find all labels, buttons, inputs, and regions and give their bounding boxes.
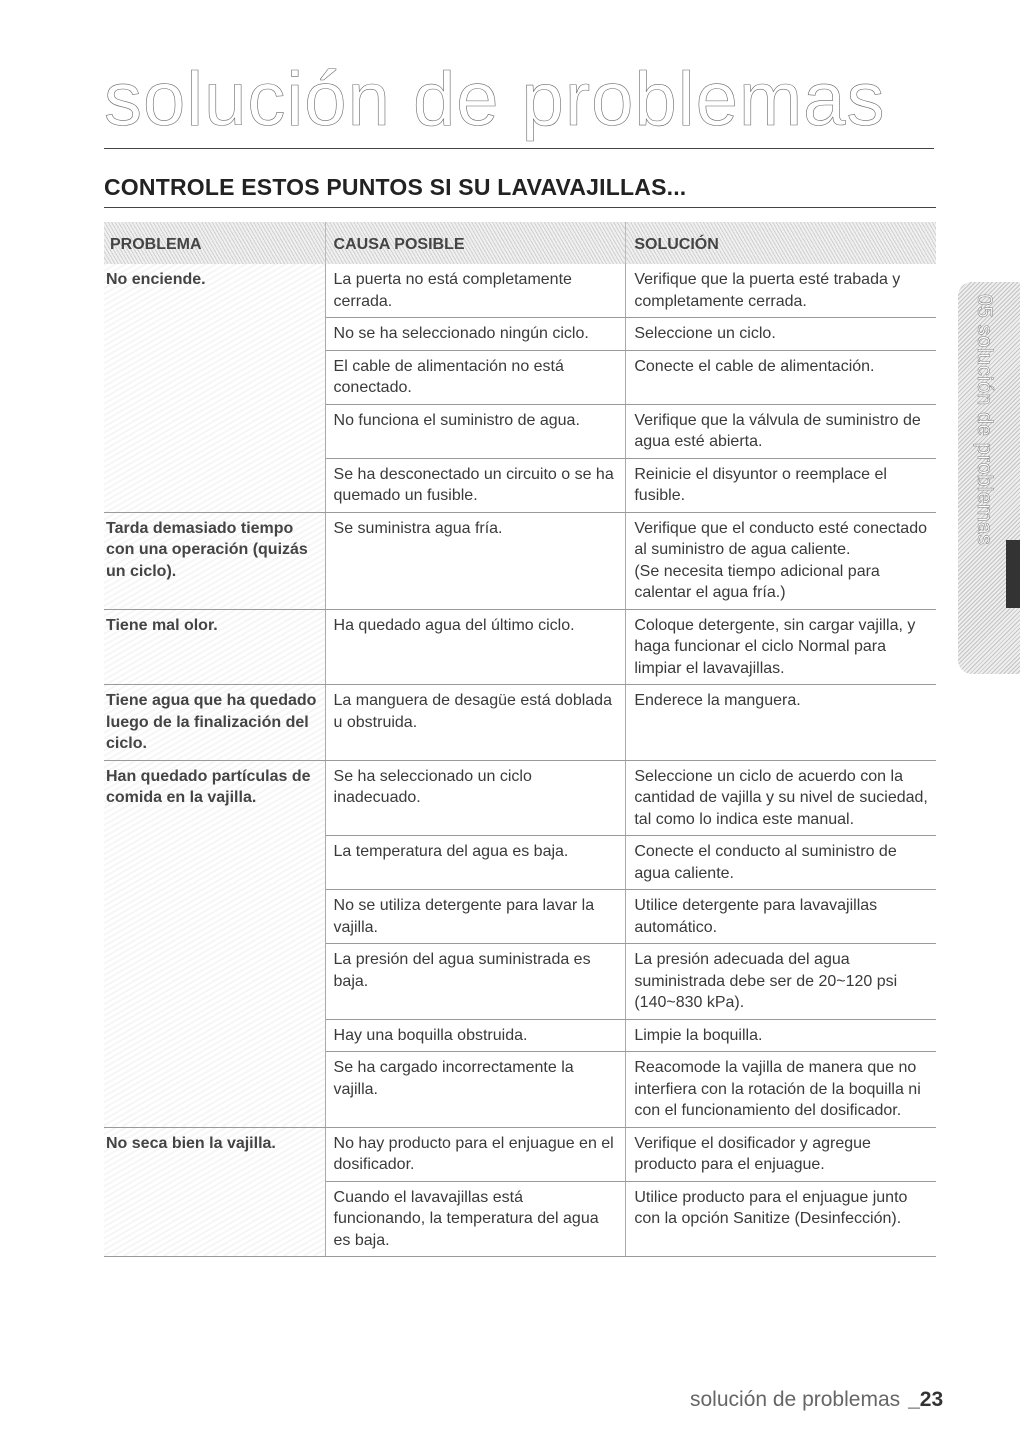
chapter-marker [1006, 540, 1020, 608]
solution-text: Coloque detergente, sin cargar vajilla, y haga funcionar el ciclo Normal para limpiar el lavavajillas. [634, 616, 916, 677]
table-row [104, 512, 936, 609]
solution-text: Verifique que la válvula de suministro de agua esté abierta. [634, 411, 921, 450]
cause-cell: Se ha cargado incorrectamente la vajilla. [325, 1052, 626, 1128]
solution-text: Seleccione un ciclo de acuerdo con la cantidad de vajilla y su nivel de suciedad, tal como lo indica este manual. [634, 767, 928, 828]
solution-text: Reacomode la vajilla de manera que no interfiera con la rotación de la boquilla ni con el funcionamiento del dosificador. [634, 1059, 921, 1119]
solution-cell [626, 890, 936, 944]
solution-text: Limpie la boquilla. [634, 1026, 763, 1044]
table-row [104, 264, 936, 318]
cause-cell: No hay producto para el enjuague en el dosificador. [325, 1127, 626, 1181]
solution-cell [626, 264, 936, 318]
page-title: solución de problemas [104, 62, 934, 149]
cause-cell: No se ha seleccionado ningún ciclo. [325, 318, 626, 351]
solution-note: (Se necesita tiempo adicional para calentar el agua fría.) [634, 562, 880, 601]
table-body [104, 264, 936, 1257]
troubleshooting-table [104, 222, 936, 1257]
cause-cell: Se ha desconectado un circuito o se ha quemado un fusible. [325, 458, 626, 512]
solution-cell [626, 350, 936, 404]
solution-text: Verifique el dosificador y agregue producto para el enjuague. [634, 1134, 871, 1173]
problem-cell: Tiene mal olor. [104, 609, 325, 685]
solution-cell [626, 458, 936, 512]
solution-text: Verifique que el conducto esté conectado al suministro de agua caliente. [634, 519, 927, 558]
cause-cell: La presión del agua suministrada es baja. [325, 944, 626, 1020]
problem-cell: No seca bien la vajilla. [104, 1127, 325, 1257]
solution-cell [626, 1127, 936, 1181]
header-cause: CAUSA POSIBLE [325, 222, 626, 264]
solution-text: Seleccione un ciclo. [634, 325, 776, 342]
page-footer [690, 1388, 943, 1412]
cause-cell: La temperatura del agua es baja. [325, 836, 626, 890]
cause-cell: Se ha seleccionado un ciclo inadecuado. [325, 760, 626, 836]
solution-cell [626, 760, 936, 836]
solution-cell [626, 609, 936, 685]
table-row [104, 609, 936, 685]
section-heading: CONTROLE ESTOS PUNTOS SI SU LAVAVAJILLAS... [104, 174, 936, 208]
problem-cell: No enciende. [104, 264, 325, 512]
footer-text: solución de problemas [690, 1388, 901, 1411]
solution-cell [626, 404, 936, 458]
cause-cell: No funciona el suministro de agua. [325, 404, 626, 458]
problem-cell: Tiene agua que ha quedado luego de la finalización del ciclo. [104, 685, 325, 761]
cause-cell: Cuando el lavavajillas está funcionando, la temperatura del agua es baja. [325, 1181, 626, 1257]
table-row [104, 685, 936, 761]
solution-text: Conecte el conducto al suministro de agua caliente. [634, 843, 897, 882]
table-row [104, 760, 936, 836]
cause-cell: No se utiliza detergente para lavar la vajilla. [325, 890, 626, 944]
solution-cell [626, 1019, 936, 1052]
cause-cell: La manguera de desagüe está doblada u obstruida. [325, 685, 626, 761]
table-row [104, 1127, 936, 1181]
solution-text: Utilice producto para el enjuague junto con la opción Sanitize (Desinfección). [634, 1188, 908, 1227]
solution-cell [626, 1181, 936, 1257]
cause-cell: Ha quedado agua del último ciclo. [325, 609, 626, 685]
solution-text: La presión adecuada del agua suministrada debe ser de 20~120 psi (140~830 kPa). [634, 951, 898, 1011]
solution-text: Reinicie el disyuntor o reemplace el fusible. [634, 465, 887, 504]
problem-cell: Han quedado partículas de comida en la vajilla. [104, 760, 325, 1127]
solution-text: Enderece la manguera. [634, 692, 801, 709]
chapter-side-tab-label: 05 solución de problemas [973, 294, 996, 546]
solution-text: Conecte el cable de alimentación. [634, 357, 875, 375]
problem-cell: Tarda demasiado tiempo con una operación (quizás un ciclo). [104, 512, 325, 609]
solution-cell [626, 944, 936, 1020]
cause-cell: El cable de alimentación no está conectado. [325, 350, 626, 404]
chapter-side-tab [958, 282, 1020, 674]
header-problem: PROBLEMA [104, 222, 325, 264]
cause-cell: Se suministra agua fría. [325, 512, 626, 609]
header-solution: SOLUCIÓN [626, 222, 936, 264]
solution-text: Verifique que la puerta esté trabada y completamente cerrada. [634, 271, 901, 310]
solution-cell [626, 318, 936, 351]
page-number: _23 [908, 1388, 944, 1411]
table-header-row [104, 222, 936, 264]
solution-cell [626, 685, 936, 761]
cause-cell: Hay una boquilla obstruida. [325, 1019, 626, 1052]
solution-cell [626, 512, 936, 609]
solution-cell [626, 836, 936, 890]
solution-text: Utilice detergente para lavavajillas automático. [634, 897, 878, 936]
cause-cell: La puerta no está completamente cerrada. [325, 264, 626, 318]
solution-cell [626, 1052, 936, 1128]
